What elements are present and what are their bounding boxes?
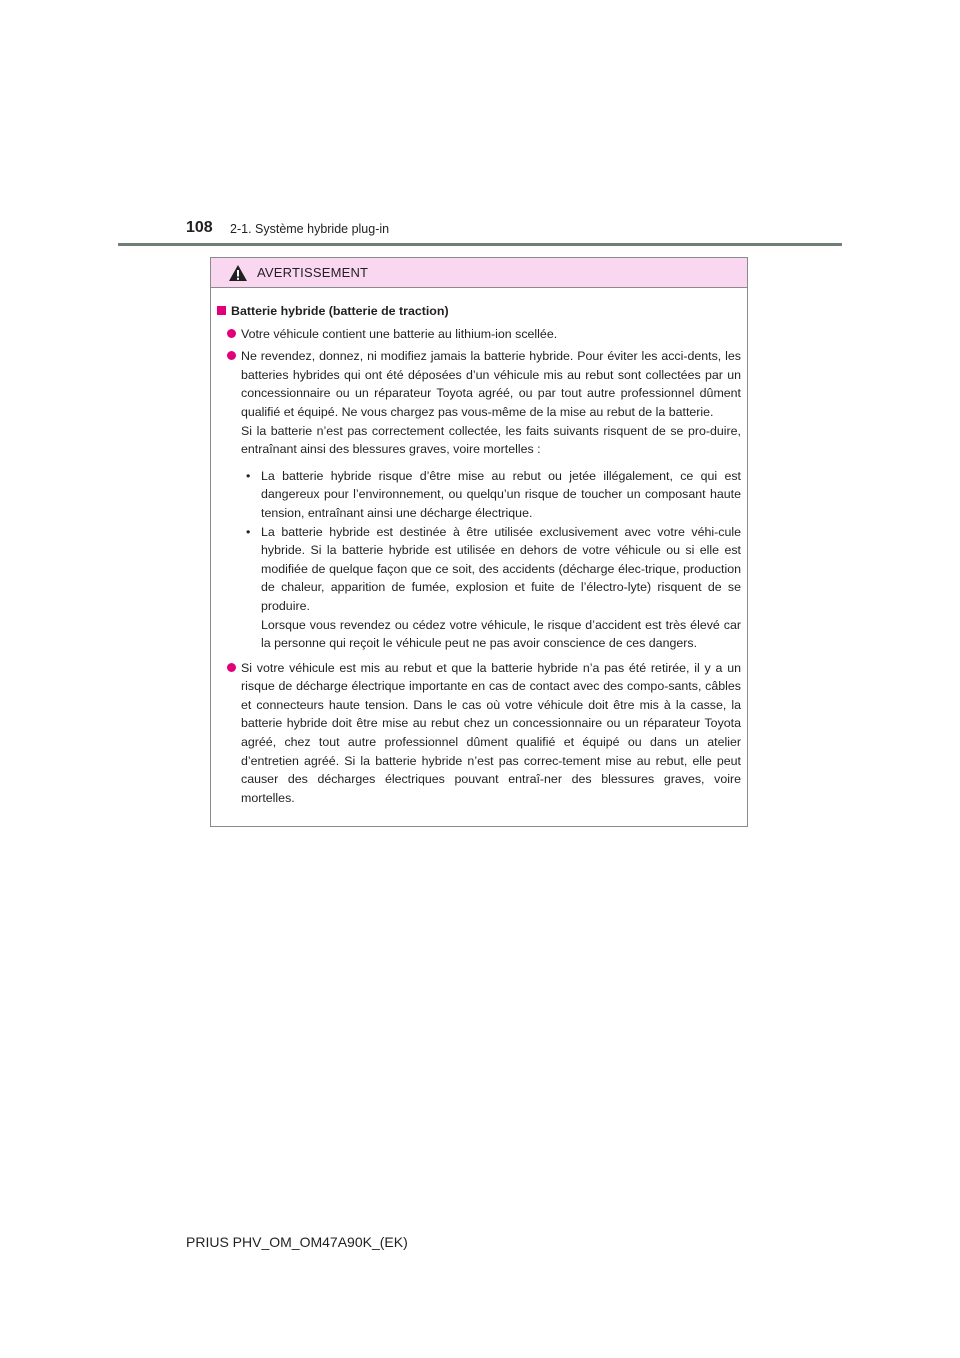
subheading-text: Batterie hybride (batterie de traction) [231,304,449,318]
circle-bullet-icon [227,663,236,672]
paragraph: Ne revendez, donnez, ni modifiez jamais la batterie hybride. Pour éviter les acci-dents, les batteries hybrides qui ont été déposées d’un véhicule mis au rebut sont collectées par un concessionnaire ou un réparateur Toyota agréé, ou par tout autre professionnel dûment qualifié et équipé. Ne vous chargez pas vous-même de la mise au rebut de la batterie. [241,349,741,419]
circle-bullet-icon [227,351,236,360]
warning-title: AVERTISSEMENT [257,265,369,280]
warning-box [210,257,748,827]
sub-list-item [246,467,741,523]
list-item [227,347,741,655]
paragraph: La batterie hybride risque d’être mise au rebut ou jetée illégalement, ce qui est dangereux pour l’environnement, ou quelqu’un risque de toucher un composant haute tension, entraînant ainsi une décharge électrique. [261,468,741,520]
header-rule [118,243,842,246]
paragraph: La batterie hybride est destinée à être utilisée exclusivement avec votre véhi-cule hybride. Si la batterie hybride est utilisée en dehors de votre véhicule ou si elle est modifiée de quelque façon que ce soit, des accidents (décharge élec-trique, production de chaleur, apparition de fumée, explosion et fuite de l’électro-lyte) risquent de se produire. [261,524,741,613]
page-number: 108 [186,219,213,236]
sub-list [246,467,741,653]
circle-bullet-icon [227,329,236,338]
warning-header [211,258,747,288]
paragraph: Lorsque vous revendez ou cédez votre véhicule, le risque d’accident est très élevé car la personne qui reçoit le véhicule peut ne pas avoir conscience de ces dangers. [261,617,741,651]
sub-list-item-text [261,523,741,653]
list-item [227,659,741,808]
warning-triangle-icon [228,264,248,282]
sub-list-item [246,523,741,653]
small-bullet-icon: • [246,524,251,539]
sub-list-item-text [261,467,741,523]
paragraph: Si votre véhicule est mis au rebut et que la batterie hybride n’a pas été retirée, il y a un risque de décharge électrique importante en cas de contact avec des compo-sants, câbles et connecteurs haute tension. Dans le cas où votre véhicule doit être mis à la casse, la batterie hybride doit être mise au rebut chez un concessionnaire ou un réparateur Toyota agréé, chez tout autre professionnel dûment qualifié et équipé ou dans un atelier d’entretien agréé. Si la batterie hybride n’est pas correc-tement mise au rebut, elle peut causer des décharges électriques pouvant entraî-ner des blessures graves, voire mortelles. [241,660,741,805]
paragraph: Si la batterie n’est pas correctement collectée, les faits suivants risquent de se pro-duire, entraînant ainsi des blessures graves, voire mortelles : [241,423,741,457]
warning-body [211,288,747,807]
document-code: PRIUS PHV_OM_OM47A90K_(EK) [186,1234,408,1250]
list-item-text [241,659,741,808]
paragraph: Votre véhicule contient une batterie au lithium-ion scellée. [241,326,558,341]
list-item [227,325,741,344]
list-item-text [241,325,741,344]
square-bullet-icon [217,306,226,315]
warning-subheading [217,302,741,321]
list-item-text [241,347,741,655]
section-title: 2-1. Système hybride plug-in [230,222,390,236]
small-bullet-icon: • [246,468,251,483]
